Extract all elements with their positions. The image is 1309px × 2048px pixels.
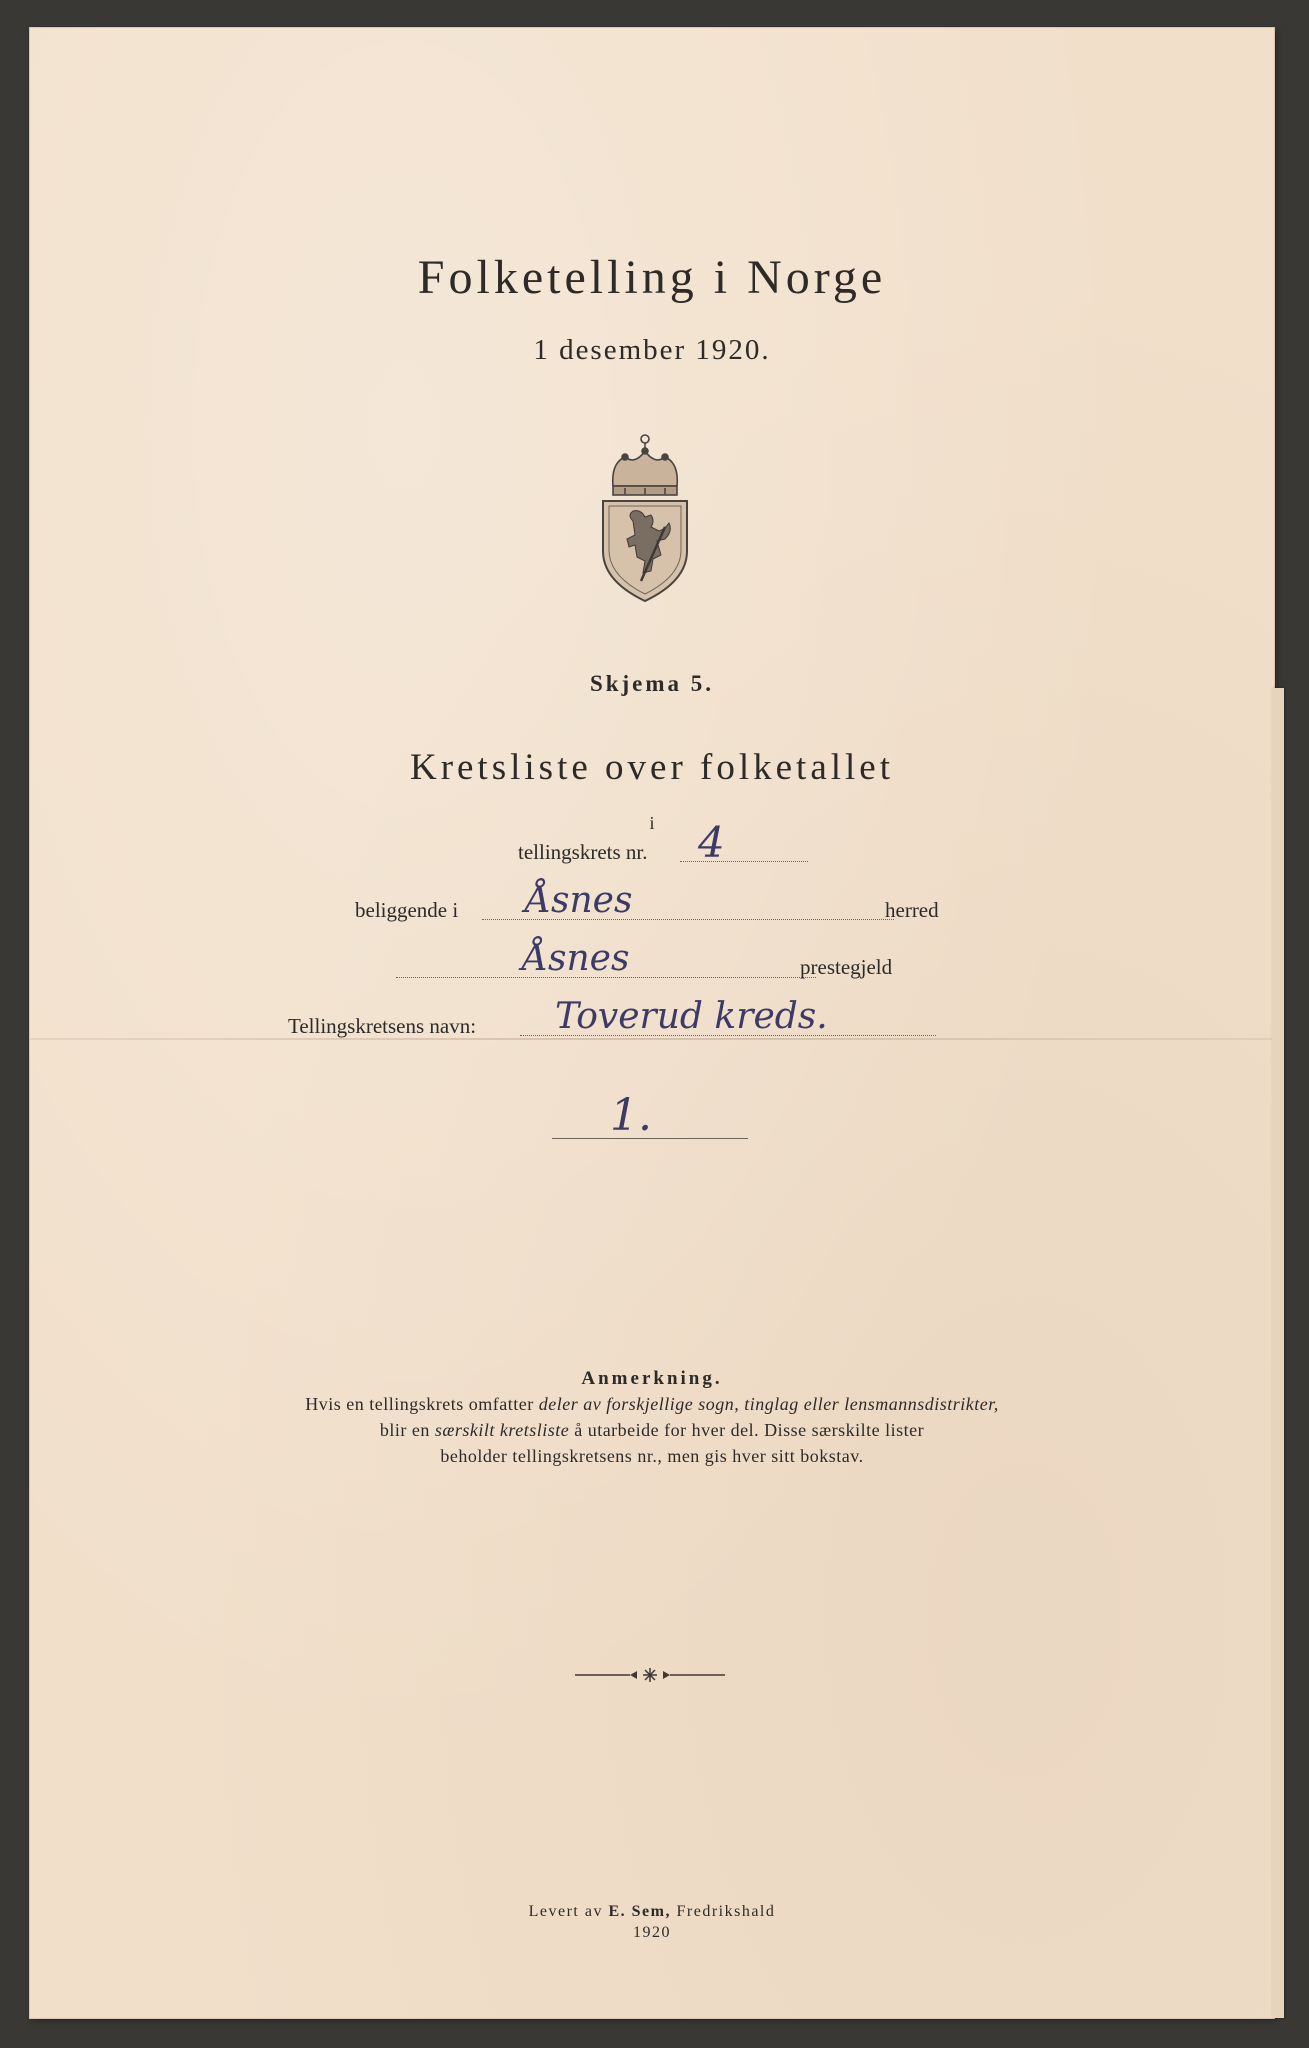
- note-line-1-italic: deler av forskjellige sogn, tinglag eller lensmannsdistrikter,: [538, 1394, 999, 1414]
- note-line-1-plain: Hvis en tellingskrets omfatter: [305, 1394, 539, 1414]
- herred-value: Åsnes: [525, 880, 633, 921]
- document-title: Folketelling i Norge: [417, 251, 887, 304]
- conjunction: i: [649, 813, 655, 833]
- note-heading: Anmerkning.: [581, 1368, 723, 1389]
- prestegjeld-value: Åsnes: [522, 938, 630, 979]
- coat-of-arms-icon: [595, 431, 695, 603]
- note-line-2-plain-a: blir en: [379, 1420, 435, 1440]
- paper-edge: [1272, 688, 1284, 2018]
- note-line-1: [30, 1394, 1274, 1415]
- printer-year: 1920: [633, 1924, 671, 1941]
- paper-fold: [30, 1038, 1274, 1040]
- ornament-divider-icon: [575, 1665, 725, 1685]
- note-line-2-italic: særskilt kretsliste: [434, 1420, 570, 1440]
- printer-name: E. Sem,: [608, 1903, 671, 1920]
- census-form-page: [30, 28, 1274, 2018]
- schema-number: Skjema 5.: [589, 671, 715, 696]
- form-heading: Kretsliste over folketallet: [409, 747, 895, 788]
- note-line-3: beholder tellingskretsens nr., men gis hver sitt bokstav.: [440, 1446, 864, 1466]
- note-line-2-plain-b: å utarbeide for hver del. Disse særskilte lister: [569, 1420, 925, 1440]
- prestegjeld-label: prestegjeld: [800, 955, 893, 979]
- herred-label-after: herred: [885, 898, 939, 922]
- krets-label: tellingskrets nr.: [518, 840, 648, 864]
- printer-line: [30, 1903, 1274, 1921]
- note-line-2: [30, 1420, 1274, 1441]
- krets-value: 4: [698, 818, 725, 867]
- herred-label-before: beliggende i: [355, 898, 459, 922]
- printer-city: Fredrikshald: [670, 1903, 776, 1920]
- navn-label: Tellingskretsens navn:: [288, 1014, 477, 1038]
- navn-value: Toverud kreds.: [555, 996, 828, 1037]
- document-date: 1 desember 1920.: [533, 334, 771, 366]
- printer-prefix: Levert av: [528, 1903, 609, 1920]
- extra-value: 1.: [610, 1090, 652, 1141]
